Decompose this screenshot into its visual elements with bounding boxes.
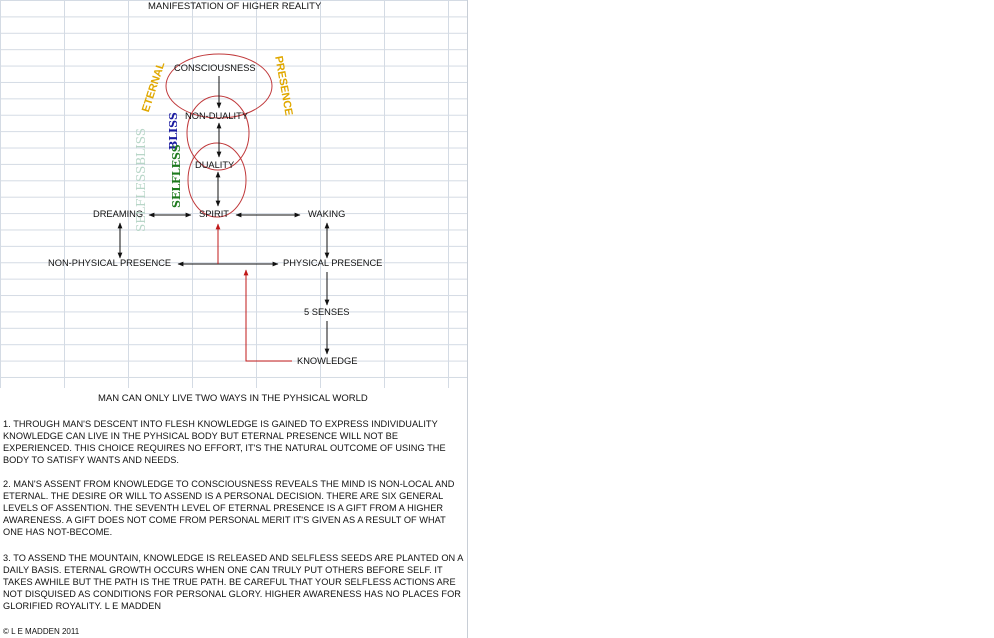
- duality-ellipse: [188, 143, 246, 217]
- label-faded-selflessbliss: SELFLESSBLISS: [134, 128, 148, 232]
- paragraph-1: 1. THROUGH MAN'S DESCENT INTO FLESH KNOWLEDGE IS GAINED TO EXPRESS INDIVIDUALITY KNOWLEDGE CAN LIVE IN THE PYHSICAL BODY BUT ETERNAL PRESENCE WILL NOT BE EXPERIENCED. THIS CHOICE REQUIRES NO EFFORT, IT'S THE NATURAL OUTCOME OF USING THE BODY TO SATISFY WANTS AND NEEDS.: [3, 419, 446, 466]
- node-consciousness: CONSCIOUSNESS: [174, 63, 256, 73]
- label-bliss: BLISS: [167, 112, 180, 150]
- node-non-physical-presence: NON-PHYSICAL PRESENCE: [48, 258, 172, 268]
- paragraph-2: 2. MAN'S ASSENT FROM KNOWLEDGE TO CONSCIOUSNESS REVEALS THE MIND IS NON-LOCAL AND ETERNAL. THE DESIRE OR WILL TO ASSEND IS A PERSONAL DECISION. THERE ARE SIX GENERAL LEVELS OF ASSENTION. THE SEVENTH LEVEL OF ETERNAL PRESENCE IS A GIFT FROM A HIGHER AWARENESS. A GIFT DOES NOT COME FROM PERSONAL MERIT IT'S GIVEN AS A RESULT OF WHAT ONE HAS NOT-BECOME.: [3, 479, 455, 538]
- node-spirit: SPIRIT: [199, 209, 229, 219]
- label-eternal: ETERNAL: [140, 60, 168, 114]
- paragraph-3: 3. TO ASSEND THE MOUNTAIN, KNOWLEDGE IS RELEASED AND SELFLESS SEEDS ARE PLANTED ON A DAILY BASIS. ETERNAL GROWTH OCCURS WHEN ONE CAN TRULY PUT OTHERS BEFORE SELF. IT TAKES AWHILE BUT THE PATH IS THE TRUE PATH. BE CAREFUL THAT YOUR SELFLESS ACTIONS ARE NOT DISQUISED AS CONDITIONS FOR PERSONAL GLORY. HIGHER AWARENESS HAS NO PLACES FOR GLORIFIED ROYALITY. L E MADDEN: [3, 553, 463, 612]
- node-knowledge: KNOWLEDGE: [297, 356, 358, 366]
- spreadsheet-canvas: [0, 0, 468, 638]
- node-five-senses: 5 SENSES: [304, 307, 350, 317]
- subtitle: MAN CAN ONLY LIVE TWO WAYS IN THE PYHSICAL WORLD: [98, 393, 368, 404]
- diagram-svg: [0, 0, 467, 388]
- node-waking: WAKING: [308, 209, 346, 219]
- diagram-title: MANIFESTATION OF HIGHER REALITY: [148, 1, 322, 12]
- node-duality: DUALITY: [195, 160, 235, 170]
- node-physical-presence: PHYSICAL PRESENCE: [283, 258, 383, 268]
- node-non-duality: NON-DUALITY: [185, 111, 249, 121]
- footer-credit: © L E MADDEN 2011: [3, 627, 80, 636]
- red-arrow-knowledge-return: [246, 270, 292, 361]
- non-duality-ellipse: [187, 96, 249, 170]
- label-selfless: SELFLESS: [170, 144, 183, 208]
- node-dreaming: DREAMING: [93, 209, 144, 219]
- label-presence: PRESENCE: [272, 55, 295, 117]
